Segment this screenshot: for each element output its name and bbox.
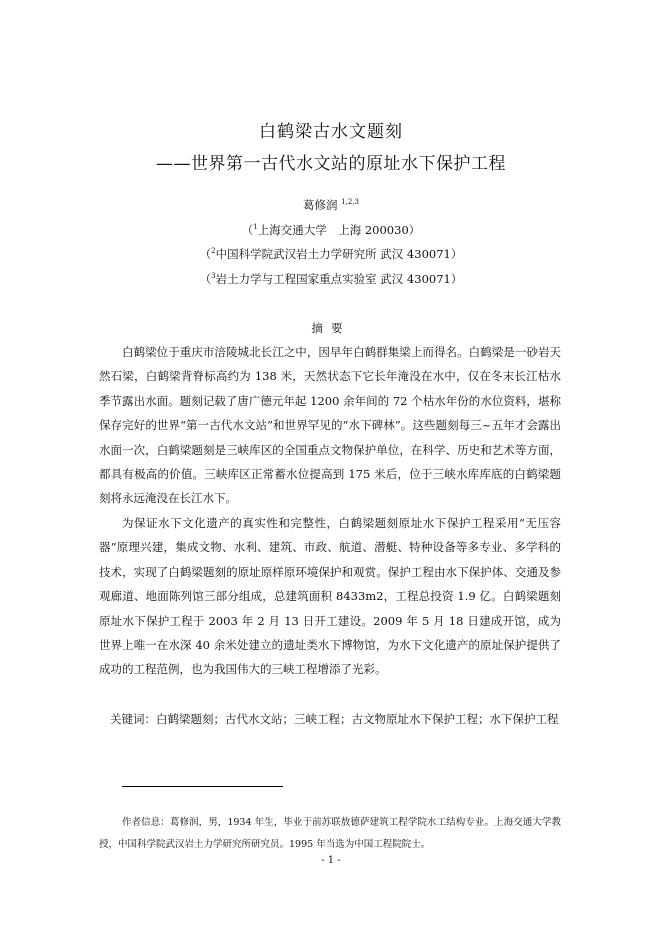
affiliation-1 [0,222,662,238]
affiliation-2 [0,246,662,262]
author-name: 葛修润 [303,198,338,212]
affiliation-mark: 3 [211,272,216,280]
abstract-paragraph-1: 白鹤梁位于重庆市涪陵城北长江之中，因早年白鹤群集梁上而得名。白鹤梁是一砂岩天然石梁，白鹤梁背脊标高约为 138 米，天然状态下它长年淹没在水中，仅在冬末长江枯水季节露出水面。题刻记载了唐广德元年起 1200 余年间的 72 个枯水年份的水位资料，堪称保存完好的世界“第一古代水文站”和世界罕见的“水下碑林”。这些题刻每三~五年才会露出水面一次，白鹤梁题刻是三峡库区的全国重点文物保护单位，在科学、历史和艺术等方面，都具有极高的价值。三峡库区正常蓄水位提高到 175 米后，位于三峡水库库底的白鹤梁题刻将永远淹没在长江水下。 [99,345,561,506]
paper-subtitle: ——世界第一古代水文站的原址水下保护工程 [156,154,506,174]
author-affiliation-marks: 1,2,3 [341,198,359,206]
affiliation-text: 岩土力学与工程国家重点实验室 武汉 430071） [215,272,463,286]
affiliation-text: 上海交通大学 上海 200030） [257,223,421,237]
affiliation-mark: 2 [211,247,216,255]
abstract-paragraph-2: 为保证水下文化遗产的真实性和完整性，白鹤梁题刻原址水下保护工程采用“无压容器”原理兴建，集成文物、水利、建筑、市政、航道、潜艇、特种设备等多专业、多学科的技术，实现了白鹤梁题刻的原址原样原环境保护和观赏。保护工程由水下保护体、交通及参观廊道、地面陈列馆三部分组成，总建筑面积 8433m2，工程总投资 1.9 亿。白鹤梁题刻原址水下保护工程于 2003 年 2 月 13 日开工建设。2009 年 5 月 18 日建成开馆，成为世界上唯一在水深 40 余米处建立的遗址类水下博物馆，为水下文化遗产的原址保护提供了成功的工程范例，也为我国伟大的三峡工程增添了光彩。 [99,516,561,677]
affiliation-open-paren: （ [199,247,212,261]
author-footnote: 作者信息：葛修润，男，1934 年生，毕业于前苏联敖德萨建筑工程学院水工结构专业。上海交通大学教授，中国科学院武汉岩土力学研究所研究员。1995 年当选为中国工程院院士。 [99,817,561,850]
affiliation-open-paren: （ [199,272,212,286]
author-line [0,197,662,213]
paper-title: 白鹤梁古水文题刻 [259,122,403,142]
footnote-divider [122,786,283,787]
keywords: 关键词：白鹤梁题刻；古代水文站；三峡工程；古文物原址水下保护工程；水下保护工程 [110,712,559,726]
affiliation-open-paren: （ [241,223,254,237]
abstract-heading: 摘要 [311,321,351,335]
affiliation-text: 中国科学院武汉岩土力学研究所 武汉 430071） [215,247,463,261]
affiliation-3 [0,271,662,287]
affiliation-mark: 1 [253,223,258,231]
page-number: - 1 - [321,855,341,866]
